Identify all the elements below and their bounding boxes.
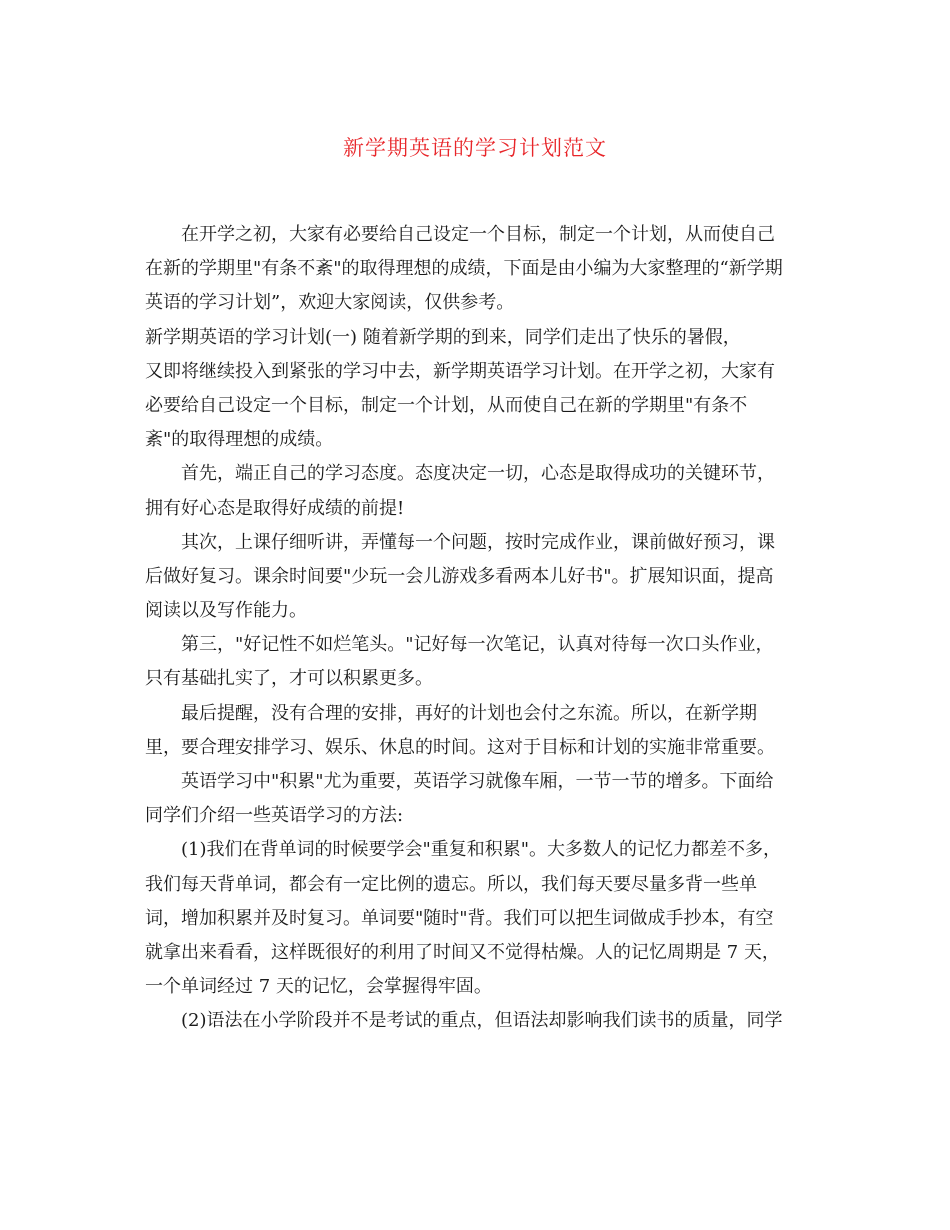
text-line: 就拿出来看看，这样既很好的利用了时间又不觉得枯燥。人的记忆周期是 7 天， — [145, 941, 780, 963]
text-line: 里，要合理安排学习、娱乐、休息的时间。这对于目标和计划的实施非常重要。 — [145, 736, 775, 758]
text-line: 一个单词经过 7 天的记忆，会掌握得牢固。 — [145, 976, 492, 998]
text-line: 又即将继续投入到紧张的学习中去，新学期英语学习计划。在开学之初，大家有 — [145, 360, 775, 382]
text-line: 后做好复习。课余时间要"少玩一会儿游戏多看两本儿好书"。扩展知识面，提高 — [145, 565, 774, 587]
text-line: 同学们介绍一些英语学习的方法: — [145, 805, 404, 827]
text-line: 第三，"好记性不如烂笔头。"记好每一次笔记，认真对待每一次口头作业， — [181, 634, 774, 656]
document-body — [145, 218, 805, 1039]
text-line: 拥有好心态是取得好成绩的前提! — [145, 497, 405, 519]
text-line: (2)语法在小学阶段并不是考试的重点，但语法却影响我们读书的质量，同学 — [181, 1010, 783, 1032]
text-line: 新学期英语的学习计划(一) 随着新学期的到来，同学们走出了快乐的暑假， — [145, 326, 741, 348]
text-line: 英语的学习计划”，欢迎大家阅读，仅供参考。 — [145, 292, 515, 314]
text-line: 在新的学期里"有条不紊"的取得理想的成绩，下面是由小编为大家整理的“新学期 — [145, 258, 783, 280]
text-line: 最后提醒，没有合理的安排，再好的计划也会付之东流。所以，在新学期 — [181, 702, 757, 724]
text-line: 我们每天背单词，都会有一定比例的遗忘。所以，我们每天要尽量多背一些单 — [145, 873, 757, 895]
text-line: 词，增加积累并及时复习。单词要"随时"背。我们可以把生词做成手抄本，有空 — [145, 907, 774, 929]
text-line: 首先，端正自己的学习态度。态度决定一切，心态是取得成功的关键环节， — [181, 463, 775, 485]
text-line: 阅读以及写作能力。 — [145, 600, 307, 622]
text-line: 只有基础扎实了，才可以积累更多。 — [145, 668, 433, 690]
text-line: (1)我们在背单词的时候要学会"重复和积累"。大多数人的记忆力都差不多， — [181, 839, 782, 861]
text-line: 必要给自己设定一个目标，制定一个计划，从而使自己在新的学期里"有条不 — [145, 394, 748, 416]
text-line: 紊"的取得理想的成绩。 — [145, 429, 334, 451]
text-line: 在开学之初，大家有必要给自己设定一个目标，制定一个计划，从而使自己 — [181, 224, 775, 245]
text-line: 其次，上课仔细听讲，弄懂每一个问题，按时完成作业，课前做好预习，课 — [181, 531, 775, 553]
document-title: 新学期英语的学习计划范文 — [343, 136, 607, 160]
text-line: 英语学习中"积累"尤为重要，英语学习就像车厢，一节一节的增多。下面给 — [181, 771, 774, 792]
